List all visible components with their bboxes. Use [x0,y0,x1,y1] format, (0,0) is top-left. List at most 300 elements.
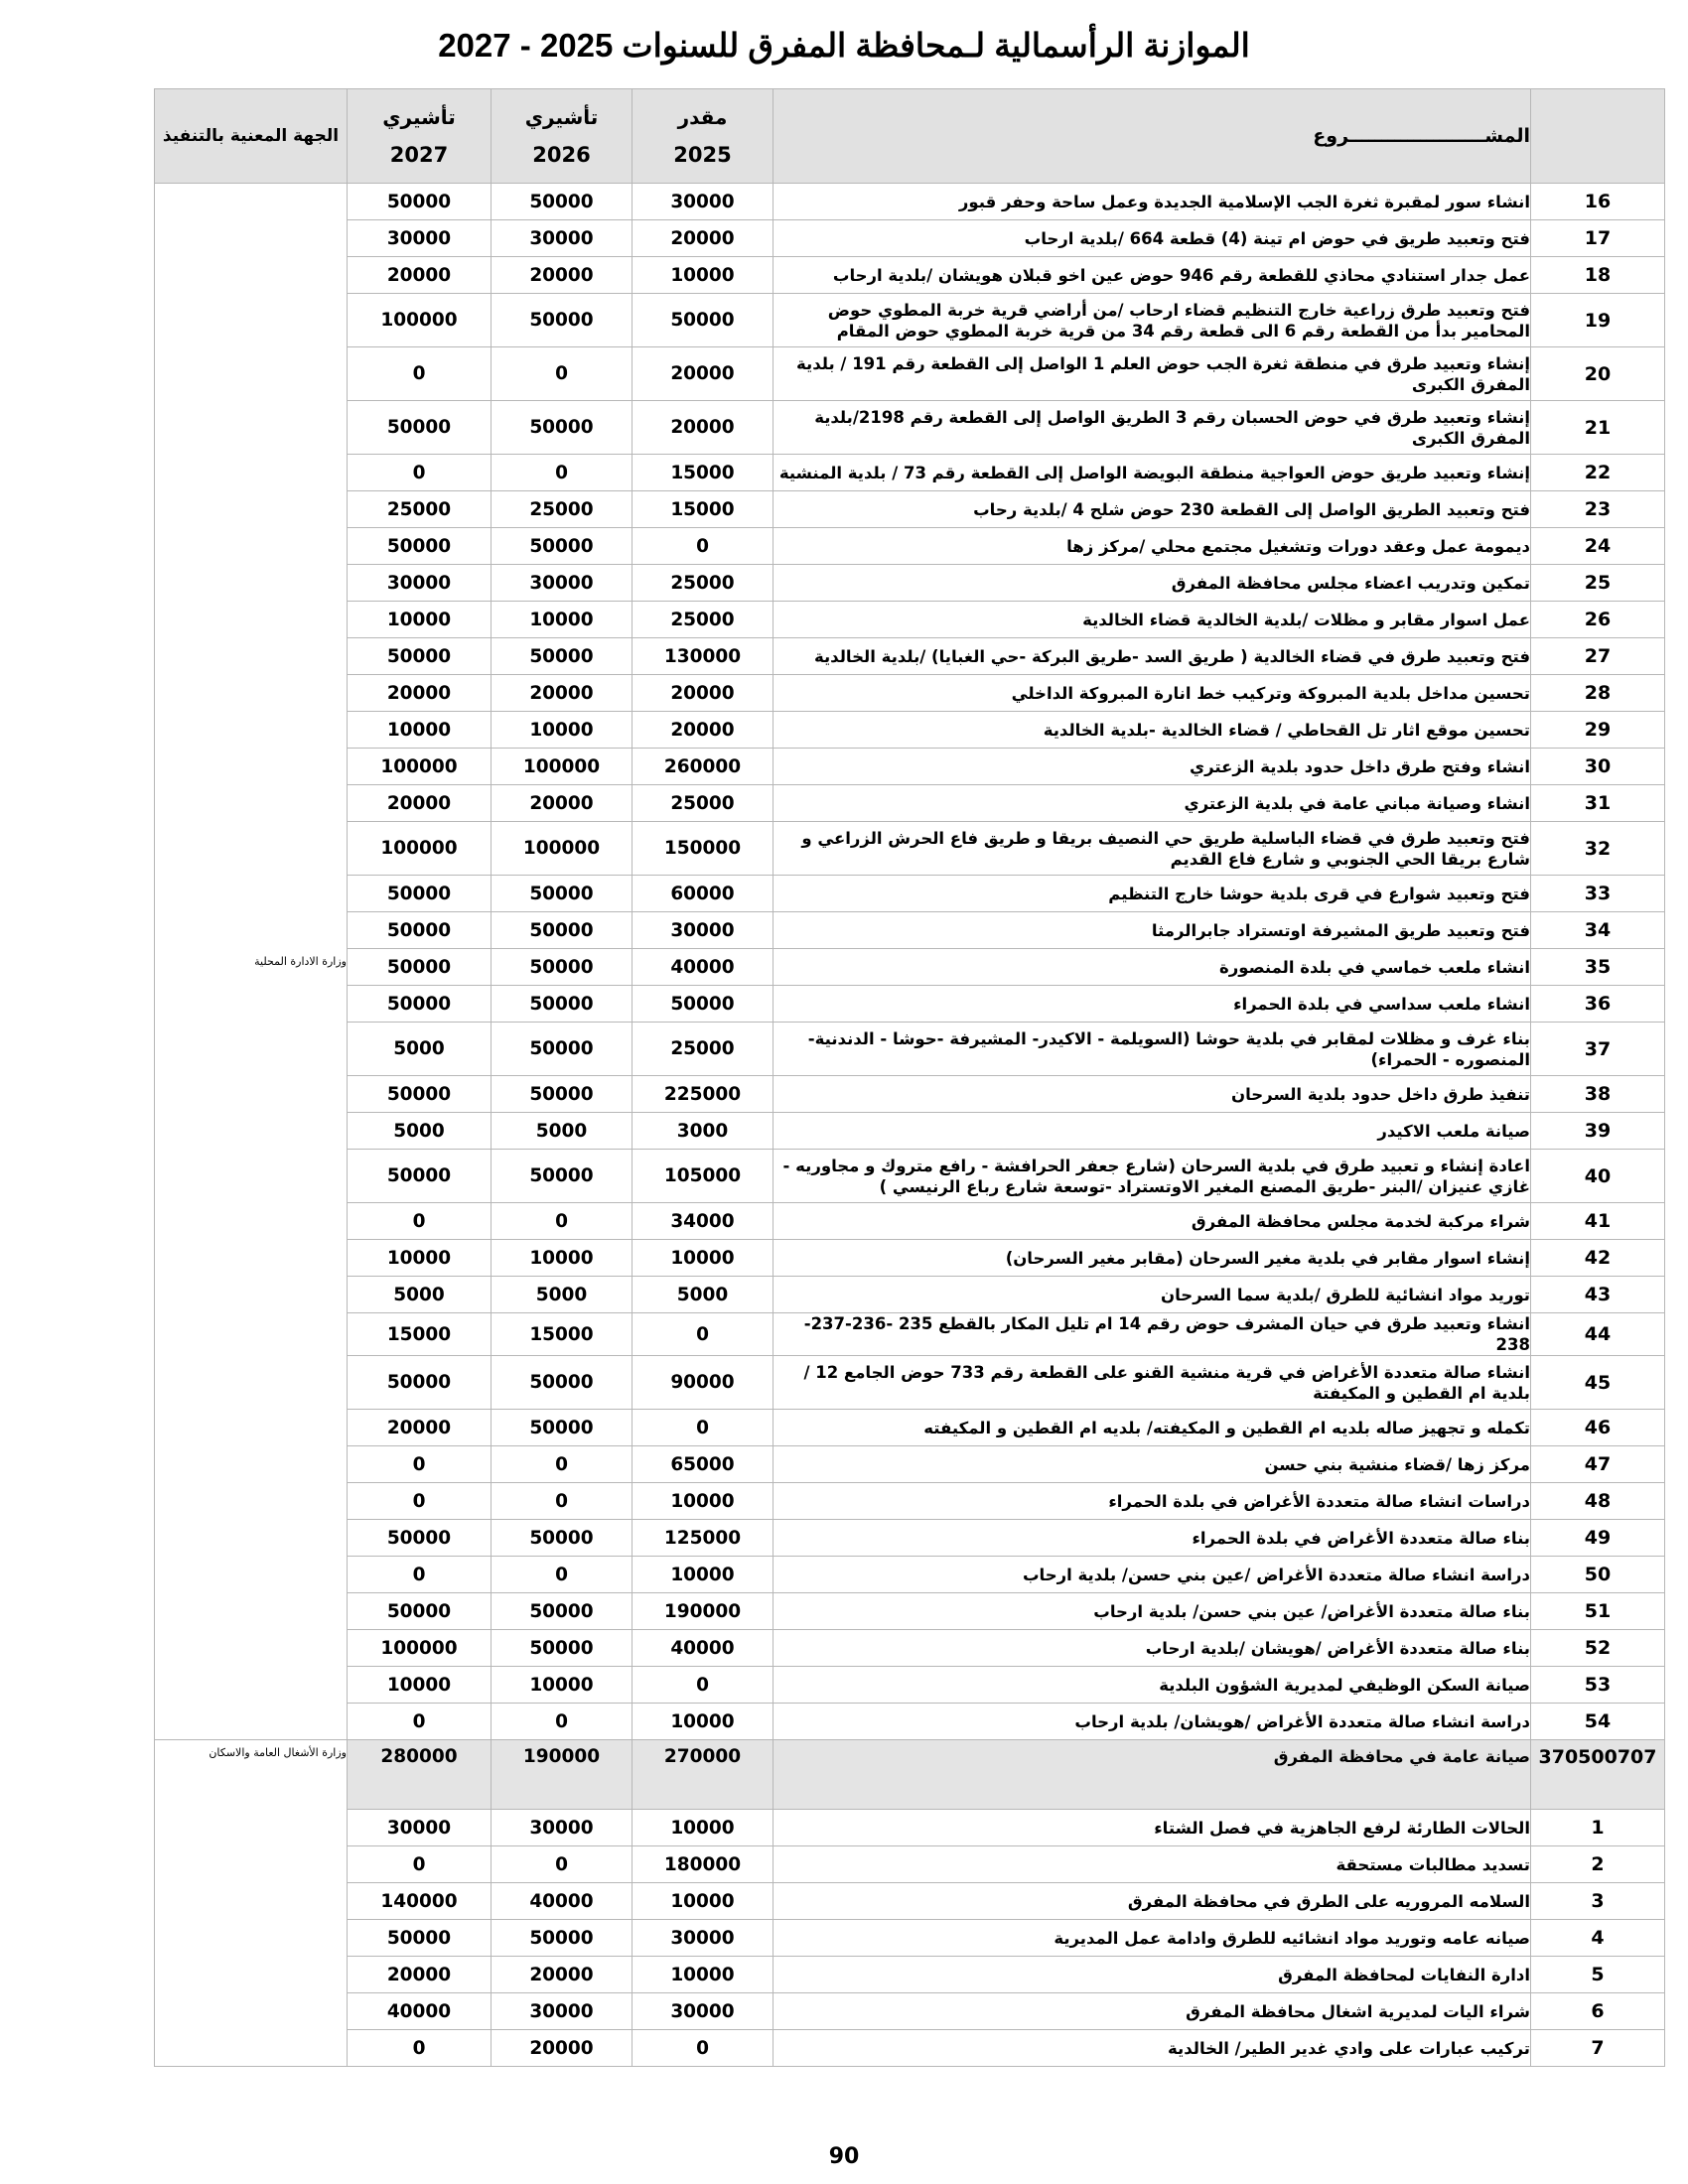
table-row [155,1076,1665,1113]
project-name: بناء غرف و مظلات لمقابر في بلدية حوشا (السويلمة - الاكيدر- المشيرفة -حوشا - الدندنية-المنصوره - الحمراء) [774,1023,1531,1076]
value-2026: 10000 [492,712,633,749]
value-2027: 100000 [348,294,492,347]
value-2027: 0 [348,1446,492,1483]
value-2027: 20000 [348,1410,492,1446]
row-number: 20 [1531,347,1665,401]
header-number [1531,89,1665,184]
project-name: انشاء سور لمقبرة ثغرة الجب الإسلامية الجديدة وعمل ساحة وحفر قبور [774,184,1531,220]
value-2025: 0 [633,1313,774,1356]
header-agency: الجهة المعنية بالتنفيذ [155,89,348,184]
page-number: 90 [828,2144,860,2169]
value-2025: 10000 [633,1240,774,1277]
table-row [155,749,1665,785]
section-title: صيانة عامة في محافظة المفرق [774,1740,1531,1810]
value-2026: 50000 [492,294,633,347]
project-name: صيانة ملعب الاكيدر [774,1113,1531,1150]
table-row [155,638,1665,675]
row-number: 22 [1531,455,1665,491]
value-2026: 50000 [492,1593,633,1630]
header-indicative-label: تأشيري [524,105,599,129]
implementing-agency: وزارة الأشغال العامة والاسكان [155,1740,348,2067]
value-2025: 20000 [633,220,774,257]
project-name: إنشاء وتعبيد طرق في منطقة ثغرة الجب حوض العلم 1 الواصل إلى القطعة رقم 191 / بلدية المفرق الكبرى [774,347,1531,401]
table-row [155,220,1665,257]
value-2025: 10000 [633,1810,774,1846]
value-2025: 0 [633,1410,774,1446]
value-2027: 20000 [348,675,492,712]
row-number: 35 [1531,949,1665,986]
value-2026: 30000 [492,1993,633,2030]
value-2026: 50000 [492,949,633,986]
value-2027: 50000 [348,528,492,565]
table-row [155,1113,1665,1150]
header-indicative-2027 [348,89,492,184]
table-row [155,912,1665,949]
table-row [155,1446,1665,1483]
value-2026: 20000 [492,1957,633,1993]
row-number: 4 [1531,1920,1665,1957]
row-number: 17 [1531,220,1665,257]
header-indicative-label: تأشيري [382,105,456,129]
value-2025: 30000 [633,184,774,220]
project-name: إنشاء وتعبيد طرق في حوض الحسبان رقم 3 الطريق الواصل إلى القطعة رقم 2198/بلدية المفرق الكبرى [774,401,1531,455]
value-2025: 225000 [633,1076,774,1113]
value-2027: 20000 [348,1957,492,1993]
project-name: صيانة السكن الوظيفي لمديرية الشؤون البلدية [774,1667,1531,1704]
value-2026: 50000 [492,1076,633,1113]
value-2025: 150000 [633,822,774,876]
project-name: فتح وتعبيد طرق في قضاء الباسلية طريق حي النصيف بريقا و طريق فاع الحرش الزراعي و شارع بريقا الحي الجنوبي و شارع فاع القديم [774,822,1531,876]
project-name: تحسين مداخل بلدية المبروكة وتركيب خط انارة المبروكة الداخلي [774,675,1531,712]
value-2026: 30000 [492,220,633,257]
value-2026: 20000 [492,785,633,822]
row-number: 27 [1531,638,1665,675]
value-2025: 10000 [633,1483,774,1520]
table-row [155,1557,1665,1593]
row-number: 50 [1531,1557,1665,1593]
section-2027: 280000 [348,1740,492,1810]
header-estimate-label: مقدر [677,105,728,129]
project-name: فتح وتعبيد طرق في قضاء الخالدية ( طريق السد -طريق البركة -حي الغبايا) /بلدية الخالدية [774,638,1531,675]
value-2027: 50000 [348,1920,492,1957]
value-2027: 0 [348,2030,492,2067]
value-2026: 50000 [492,1150,633,1203]
header-estimate-2025 [633,89,774,184]
value-2026: 5000 [492,1113,633,1150]
value-2027: 100000 [348,822,492,876]
table-row [155,986,1665,1023]
project-name: انشاء صالة متعددة الأغراض في قرية منشية القنو على القطعة رقم 733 حوض الجامع 12 /بلدية ام القطين و المكيفتة [774,1356,1531,1410]
value-2025: 15000 [633,491,774,528]
project-name: بناء صالة متعددة الأغراض/ عين بني حسن/ بلدية ارحاب [774,1593,1531,1630]
row-number: 44 [1531,1313,1665,1356]
project-name: دراسة انشاء صالة متعددة الأغراض /عين بني حسن/ بلدية ارحاب [774,1557,1531,1593]
value-2025: 30000 [633,1993,774,2030]
row-number: 53 [1531,1667,1665,1704]
value-2025: 50000 [633,294,774,347]
row-number: 47 [1531,1446,1665,1483]
project-name: ادارة النفايات لمحافظة المفرق [774,1957,1531,1993]
table-row [155,1810,1665,1846]
value-2027: 30000 [348,565,492,602]
value-2026: 0 [492,347,633,401]
project-name: تسديد مطالبات مستحقة [774,1846,1531,1883]
header-estimate-year: 2025 [673,143,732,167]
table-row [155,1920,1665,1957]
value-2025: 90000 [633,1356,774,1410]
value-2027: 25000 [348,491,492,528]
table-row [155,949,1665,986]
value-2025: 30000 [633,912,774,949]
value-2025: 10000 [633,1557,774,1593]
row-number: 42 [1531,1240,1665,1277]
value-2026: 0 [492,1483,633,1520]
value-2025: 0 [633,2030,774,2067]
value-2025: 20000 [633,675,774,712]
value-2027: 10000 [348,1667,492,1704]
value-2025: 10000 [633,1957,774,1993]
row-number: 37 [1531,1023,1665,1076]
value-2026: 0 [492,1557,633,1593]
table-row [155,491,1665,528]
row-number: 46 [1531,1410,1665,1446]
project-name: تركيب عبارات على وادي غدير الطير/ الخالدية [774,2030,1531,2067]
value-2025: 0 [633,528,774,565]
project-name: انشاء ملعب سداسي في بلدة الحمراء [774,986,1531,1023]
value-2027: 50000 [348,638,492,675]
table-row [155,1356,1665,1410]
value-2027: 0 [348,1203,492,1240]
row-number: 29 [1531,712,1665,749]
implementing-agency: وزارة الادارة المحلية [155,184,348,1740]
row-number: 43 [1531,1277,1665,1313]
value-2027: 0 [348,1483,492,1520]
table-row [155,347,1665,401]
table-row [155,2030,1665,2067]
value-2025: 25000 [633,565,774,602]
value-2026: 10000 [492,1667,633,1704]
value-2027: 140000 [348,1883,492,1920]
row-number: 48 [1531,1483,1665,1520]
value-2027: 50000 [348,949,492,986]
value-2026: 20000 [492,257,633,294]
value-2025: 10000 [633,1883,774,1920]
table-row [155,1993,1665,2030]
project-name: إنشاء اسوار مقابر في بلدية مغير السرحان (مقابر مغير السرحان) [774,1240,1531,1277]
row-number: 33 [1531,876,1665,912]
project-name: فتح وتعبيد طريق في حوض ام تينة (4) قطعة 664 /بلدية ارحاب [774,220,1531,257]
table-header-row [155,89,1665,184]
row-number: 2 [1531,1846,1665,1883]
project-name: انشاء وتعبيد طرق في حيان المشرف حوض رقم 14 ام تليل المكار بالقطع 235 -236-237-238 [774,1313,1531,1356]
value-2026: 30000 [492,1810,633,1846]
value-2027: 50000 [348,912,492,949]
value-2025: 125000 [633,1520,774,1557]
project-name: فتح وتعبيد طريق المشيرفة اوتستراد جابرالرمثا [774,912,1531,949]
value-2026: 50000 [492,876,633,912]
row-number: 34 [1531,912,1665,949]
value-2026: 15000 [492,1313,633,1356]
value-2027: 50000 [348,1076,492,1113]
project-name: فتح وتعبيد شوارع في قرى بلدية حوشا خارج التنظيم [774,876,1531,912]
row-number: 45 [1531,1356,1665,1410]
table-row [155,1410,1665,1446]
project-name: شراء اليات لمديرية اشغال محافظة المفرق [774,1993,1531,2030]
project-name: الحالات الطارئة لرفع الجاهزية في فصل الشتاء [774,1810,1531,1846]
value-2027: 0 [348,455,492,491]
table-row [155,1957,1665,1993]
value-2026: 20000 [492,2030,633,2067]
table-row [155,455,1665,491]
value-2025: 34000 [633,1203,774,1240]
table-row [155,565,1665,602]
table-row [155,1667,1665,1704]
value-2025: 25000 [633,602,774,638]
table-row [155,1520,1665,1557]
value-2027: 50000 [348,1593,492,1630]
table-row [155,876,1665,912]
project-name: انشاء وفتح طرق داخل حدود بلدية الزعتري [774,749,1531,785]
value-2027: 50000 [348,401,492,455]
value-2027: 10000 [348,712,492,749]
project-name: بناء صالة متعددة الأغراض /هويشان /بلدية ارحاب [774,1630,1531,1667]
header-indicative-year: 2027 [389,143,449,167]
value-2027: 5000 [348,1113,492,1150]
value-2026: 50000 [492,1920,633,1957]
value-2026: 20000 [492,675,633,712]
section-row [155,1740,1665,1810]
value-2027: 30000 [348,220,492,257]
value-2027: 50000 [348,184,492,220]
value-2026: 25000 [492,491,633,528]
row-number: 18 [1531,257,1665,294]
row-number: 23 [1531,491,1665,528]
project-name: دراسات انشاء صالة متعددة الأغراض في بلدة الحمراء [774,1483,1531,1520]
table-row [155,1203,1665,1240]
value-2026: 100000 [492,749,633,785]
value-2027: 20000 [348,785,492,822]
table-row [155,1846,1665,1883]
project-name: السلامه المروريه على الطرق في محافظة المفرق [774,1883,1531,1920]
value-2026: 50000 [492,184,633,220]
project-name: ديمومة عمل وعقد دورات وتشغيل مجتمع محلي /مركز زها [774,528,1531,565]
value-2027: 50000 [348,1356,492,1410]
row-number: 7 [1531,2030,1665,2067]
value-2025: 10000 [633,257,774,294]
value-2026: 10000 [492,1240,633,1277]
row-number: 24 [1531,528,1665,565]
table-row [155,257,1665,294]
table-row [155,528,1665,565]
value-2027: 0 [348,1704,492,1740]
value-2026: 50000 [492,638,633,675]
table-row [155,712,1665,749]
value-2026: 50000 [492,986,633,1023]
row-number: 5 [1531,1957,1665,1993]
table-row [155,1240,1665,1277]
value-2026: 0 [492,1704,633,1740]
value-2027: 30000 [348,1810,492,1846]
project-name: بناء صالة متعددة الأغراض في بلدة الحمراء [774,1520,1531,1557]
row-number: 21 [1531,401,1665,455]
value-2026: 50000 [492,1630,633,1667]
value-2027: 0 [348,347,492,401]
page-title: الموازنة الرأسمالية لـمحافظة المفرق للسنوات 2025 - 2027 [438,27,1250,64]
project-name: فتح وتعبيد طرق زراعية خارج التنظيم قضاء ارحاب /من أراضي قرية خربة المطوي حوض المحامير بدأ من القطعة رقم 6 الى قطعة رقم 34 من قرية خربة المطوي حوض المقام [774,294,1531,347]
header-project: المشـــــــــــــــــــــروع [774,89,1531,184]
budget-table [154,88,1665,2067]
project-name: تنفيذ طرق داخل حدود بلدية السرحان [774,1076,1531,1113]
table-row [155,822,1665,876]
section-2025: 270000 [633,1740,774,1810]
header-indicative-2026 [492,89,633,184]
project-name: عمل جدار استنادي محاذي للقطعة رقم 946 حوض عين اخو قبلان هويشان /بلدية ارحاب [774,257,1531,294]
value-2027: 40000 [348,1993,492,2030]
value-2025: 60000 [633,876,774,912]
value-2025: 10000 [633,1704,774,1740]
value-2027: 10000 [348,602,492,638]
value-2026: 50000 [492,401,633,455]
row-number: 30 [1531,749,1665,785]
table-row [155,1313,1665,1356]
value-2025: 130000 [633,638,774,675]
project-name: انشاء ملعب خماسي في بلدة المنصورة [774,949,1531,986]
project-name: تحسين موقع اثار تل القحاطي / قضاء الخالدية -بلدية الخالدية [774,712,1531,749]
value-2025: 5000 [633,1277,774,1313]
value-2027: 0 [348,1557,492,1593]
table-row [155,1483,1665,1520]
value-2026: 0 [492,455,633,491]
value-2025: 40000 [633,1630,774,1667]
value-2027: 5000 [348,1277,492,1313]
value-2026: 50000 [492,1023,633,1076]
value-2027: 50000 [348,986,492,1023]
value-2026: 10000 [492,602,633,638]
table-row [155,1630,1665,1667]
table-row [155,1883,1665,1920]
value-2027: 15000 [348,1313,492,1356]
project-name: إنشاء وتعبيد طريق حوض العواجية منطقة البويضة الواصل إلى القطعة رقم 73 / بلدية المنشية [774,455,1531,491]
project-name: اعادة إنشاء و تعبيد طرق في بلدية السرحان (شارع جعفر الحرافشة - رافع متروك و مجاوريه - غازي عنيزان /البنر -طريق المصنع المغير الاوتستراد -توسعة شارع رباع الرنيسي ) [774,1150,1531,1203]
row-number: 31 [1531,785,1665,822]
value-2025: 20000 [633,347,774,401]
row-number: 16 [1531,184,1665,220]
row-number: 51 [1531,1593,1665,1630]
value-2027: 20000 [348,257,492,294]
value-2026: 50000 [492,1520,633,1557]
table-row [155,1704,1665,1740]
project-name: تكمله و تجهيز صاله بلديه ام القطين و المكيفته/ بلديه ام القطين و المكيفته [774,1410,1531,1446]
value-2027: 50000 [348,876,492,912]
value-2025: 25000 [633,1023,774,1076]
project-name: توريد مواد انشائية للطرق /بلدية سما السرحان [774,1277,1531,1313]
row-number: 1 [1531,1810,1665,1846]
project-name: مركز زها /قضاء منشية بني حسن [774,1446,1531,1483]
table-row [155,184,1665,220]
row-number: 41 [1531,1203,1665,1240]
value-2026: 30000 [492,565,633,602]
value-2026: 0 [492,1446,633,1483]
table-row [155,785,1665,822]
value-2026: 50000 [492,528,633,565]
row-number: 49 [1531,1520,1665,1557]
row-number: 26 [1531,602,1665,638]
section-2026: 190000 [492,1740,633,1810]
header-indicative-year: 2026 [532,143,591,167]
table-row [155,401,1665,455]
value-2026: 100000 [492,822,633,876]
table-row [155,602,1665,638]
row-number: 40 [1531,1150,1665,1203]
value-2027: 100000 [348,749,492,785]
row-number: 6 [1531,1993,1665,2030]
project-name: عمل اسوار مقابر و مظلات /بلدية الخالدية قضاء الخالدية [774,602,1531,638]
row-number: 36 [1531,986,1665,1023]
row-number: 32 [1531,822,1665,876]
value-2025: 180000 [633,1846,774,1883]
value-2025: 190000 [633,1593,774,1630]
value-2025: 65000 [633,1446,774,1483]
value-2025: 40000 [633,949,774,986]
value-2025: 3000 [633,1113,774,1150]
value-2026: 50000 [492,1356,633,1410]
value-2025: 20000 [633,401,774,455]
table-row [155,1593,1665,1630]
value-2026: 40000 [492,1883,633,1920]
value-2025: 25000 [633,785,774,822]
value-2027: 50000 [348,1520,492,1557]
value-2026: 50000 [492,1410,633,1446]
project-name: تمكين وتدريب اعضاء مجلس محافظة المفرق [774,565,1531,602]
value-2027: 50000 [348,1150,492,1203]
row-number: 39 [1531,1113,1665,1150]
value-2025: 50000 [633,986,774,1023]
table-row [155,1150,1665,1203]
row-number: 28 [1531,675,1665,712]
project-name: شراء مركبة لخدمة مجلس محافظة المفرق [774,1203,1531,1240]
value-2025: 30000 [633,1920,774,1957]
table-row [155,1277,1665,1313]
project-name: دراسة انشاء صالة متعددة الأغراض /هويشان/ بلدية ارحاب [774,1704,1531,1740]
value-2027: 5000 [348,1023,492,1076]
value-2025: 0 [633,1667,774,1704]
value-2027: 0 [348,1846,492,1883]
value-2026: 5000 [492,1277,633,1313]
value-2025: 15000 [633,455,774,491]
table-row [155,675,1665,712]
row-number: 54 [1531,1704,1665,1740]
row-number: 3 [1531,1883,1665,1920]
table-row [155,1023,1665,1076]
row-number: 38 [1531,1076,1665,1113]
project-name: صيانه عامه وتوريد مواد انشائيه للطرق وادامة عمل المديرية [774,1920,1531,1957]
value-2027: 10000 [348,1240,492,1277]
project-name: انشاء وصيانة مباني عامة في بلدية الزعتري [774,785,1531,822]
row-number: 52 [1531,1630,1665,1667]
value-2025: 260000 [633,749,774,785]
value-2026: 0 [492,1846,633,1883]
value-2027: 100000 [348,1630,492,1667]
project-name: فتح وتعبيد الطريق الواصل إلى القطعة 230 حوض شلح 4 /بلدية رحاب [774,491,1531,528]
table-row [155,294,1665,347]
value-2025: 20000 [633,712,774,749]
section-code: 370500707 [1531,1740,1665,1810]
value-2026: 0 [492,1203,633,1240]
value-2026: 50000 [492,912,633,949]
value-2025: 105000 [633,1150,774,1203]
row-number: 25 [1531,565,1665,602]
row-number: 19 [1531,294,1665,347]
